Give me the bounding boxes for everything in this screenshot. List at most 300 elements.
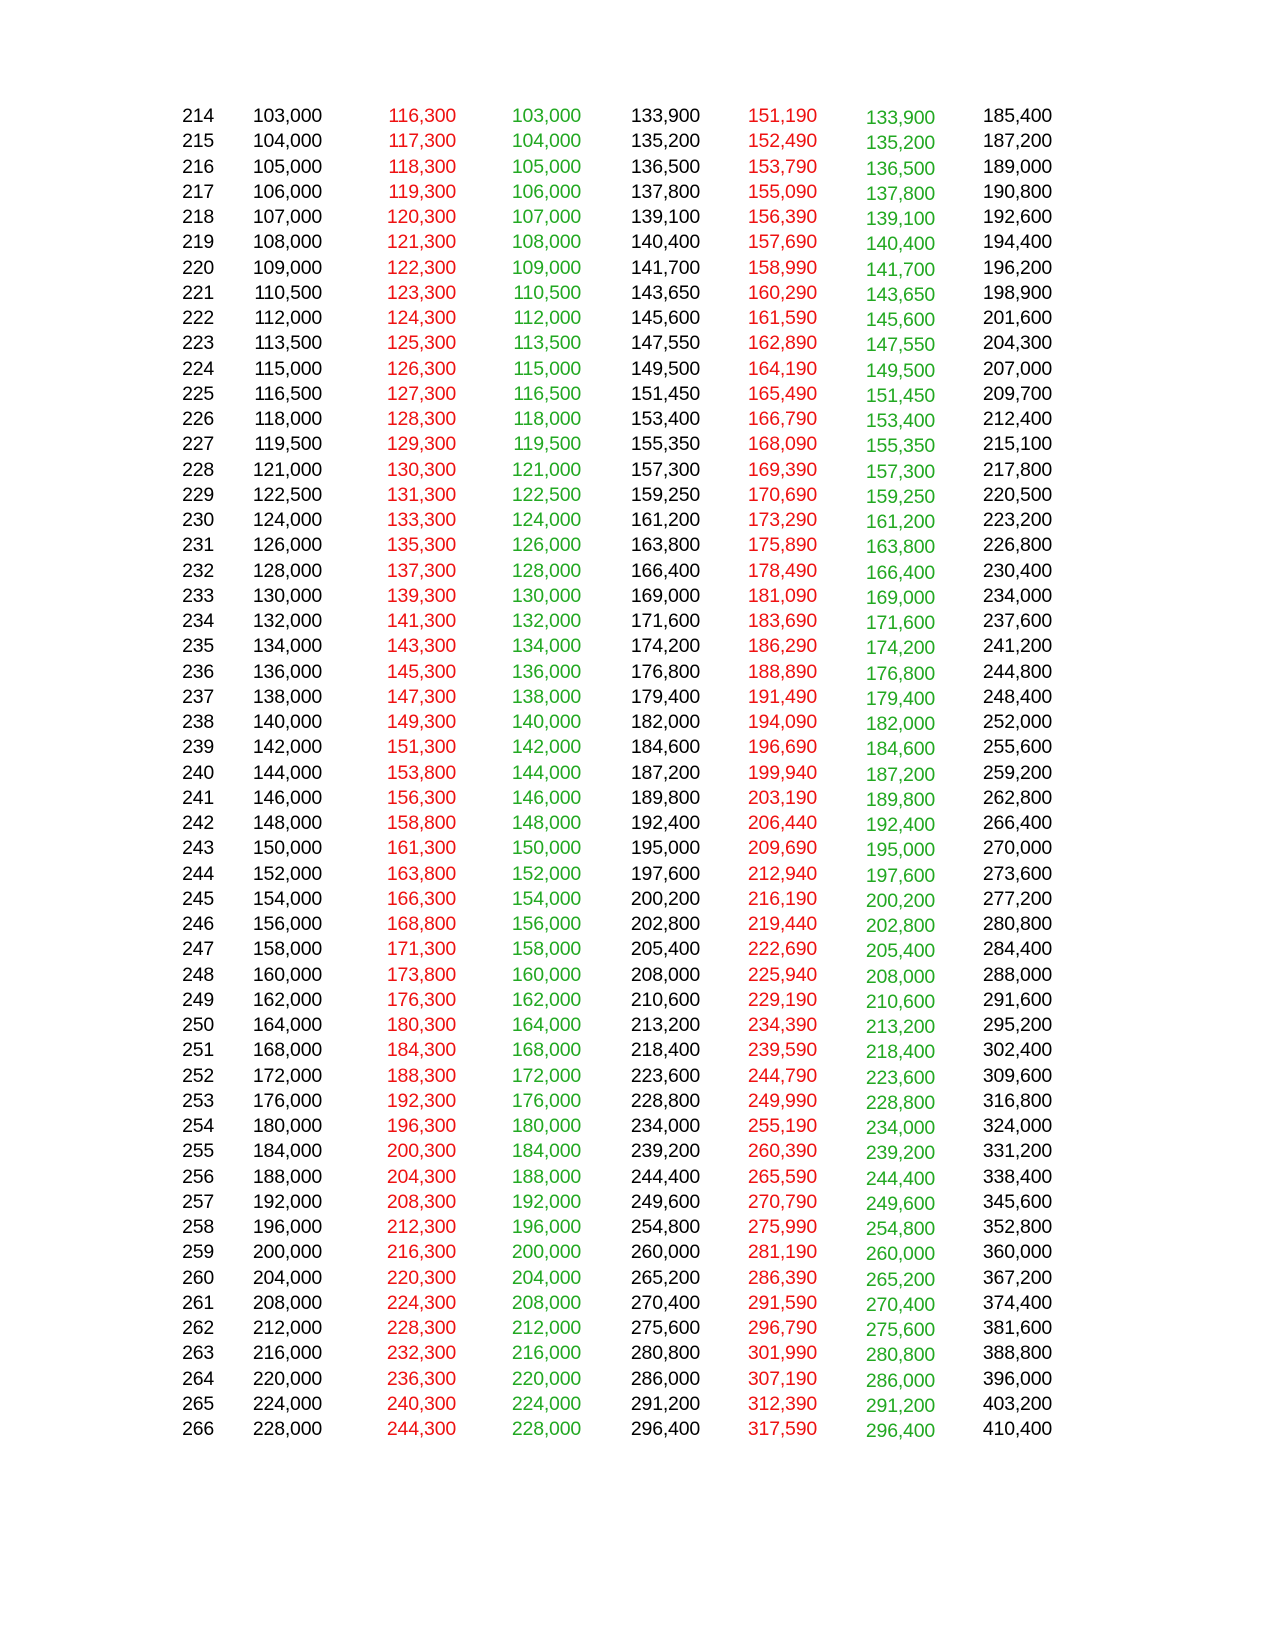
cell-value-a: 148,000 <box>252 812 322 834</box>
cell-value-a-red: 124,300 <box>386 307 456 329</box>
cell-value-a: 228,000 <box>252 1418 322 1440</box>
cell-row-number: 246 <box>182 913 214 935</box>
cell-value-a-red: 180,300 <box>386 1014 456 1036</box>
cell-value-b: 184,600 <box>630 736 700 759</box>
cell-value-b-red: 270,790 <box>747 1190 817 1213</box>
cell-value-a-green: 176,000 <box>511 1089 581 1112</box>
cell-value-b-green: 208,000 <box>865 965 935 988</box>
cell-value-b-red: 291,590 <box>747 1291 817 1314</box>
cell-value-b: 234,000 <box>630 1115 700 1137</box>
cell-value-a-green: 105,000 <box>511 155 581 178</box>
cell-value-a-green: 119,500 <box>513 433 581 456</box>
cell-value-b-red: 186,290 <box>747 635 817 658</box>
cell-value-a: 180,000 <box>252 1115 322 1137</box>
cell-row-number: 233 <box>182 584 214 607</box>
cell-value-b-green: 137,800 <box>865 182 935 205</box>
cell-value-a-red: 130,300 <box>386 458 456 481</box>
cell-row-number: 237 <box>182 685 214 708</box>
table-row <box>0 129 1275 154</box>
cell-value-b: 171,600 <box>630 610 700 632</box>
cell-value-a-red: 129,300 <box>386 433 456 456</box>
cell-value-b-green: 286,000 <box>865 1369 935 1392</box>
cell-value-c: 194,400 <box>982 231 1052 254</box>
cell-value-b-red: 203,190 <box>747 786 817 809</box>
cell-value-a: 192,000 <box>252 1190 322 1213</box>
cell-value-a: 109,000 <box>252 256 322 279</box>
cell-value-b: 218,400 <box>630 1039 700 1062</box>
cell-value-b: 192,400 <box>630 812 700 834</box>
cell-value-a-green: 112,000 <box>513 307 581 329</box>
cell-value-b: 197,600 <box>630 862 700 885</box>
cell-value-b-green: 147,550 <box>865 334 935 357</box>
cell-value-b: 254,800 <box>630 1216 700 1238</box>
cell-value-a: 156,000 <box>252 913 322 935</box>
cell-value-b: 161,200 <box>630 509 700 531</box>
cell-value-c: 189,000 <box>982 155 1052 178</box>
cell-value-c: 288,000 <box>982 963 1052 986</box>
table-row <box>0 937 1275 962</box>
table-row <box>0 1367 1275 1392</box>
cell-value-b-red: 312,390 <box>747 1392 817 1415</box>
cell-value-a-red: 126,300 <box>386 357 456 380</box>
cell-value-a-red: 147,300 <box>386 685 456 708</box>
table-row <box>0 660 1275 685</box>
table-row <box>0 761 1275 786</box>
cell-value-a-red: 122,300 <box>386 256 456 279</box>
cell-value-a: 108,000 <box>252 231 322 254</box>
table-row <box>0 230 1275 255</box>
cell-row-number: 240 <box>182 761 214 784</box>
cell-value-b-green: 223,600 <box>865 1066 935 1089</box>
cell-value-a-green: 122,500 <box>511 483 581 506</box>
table-row <box>0 584 1275 609</box>
cell-value-b-red: 307,190 <box>747 1367 817 1390</box>
cell-value-a: 134,000 <box>252 635 322 658</box>
cell-value-a: 140,000 <box>252 711 322 733</box>
cell-value-b-green: 151,450 <box>865 384 935 407</box>
cell-value-a: 142,000 <box>252 736 322 759</box>
cell-value-b: 228,800 <box>630 1089 700 1112</box>
cell-value-b: 270,400 <box>630 1291 700 1314</box>
cell-value-b-green: 174,200 <box>865 637 935 660</box>
table-row <box>0 407 1275 432</box>
cell-value-a-red: 139,300 <box>386 584 456 607</box>
cell-value-a-red: 196,300 <box>386 1115 456 1137</box>
cell-value-a: 138,000 <box>252 685 322 708</box>
cell-value-a-green: 192,000 <box>511 1190 581 1213</box>
table-row <box>0 634 1275 659</box>
cell-value-a-red: 156,300 <box>386 786 456 809</box>
table-row <box>0 281 1275 306</box>
cell-value-b-green: 139,100 <box>865 208 935 230</box>
cell-value-b-red: 212,940 <box>747 862 817 885</box>
cell-value-a-green: 130,000 <box>511 584 581 607</box>
cell-row-number: 261 <box>182 1291 214 1314</box>
cell-value-a: 110,500 <box>254 281 322 304</box>
cell-value-a-red: 120,300 <box>386 206 456 228</box>
cell-value-a-green: 115,000 <box>513 357 581 380</box>
cell-row-number: 225 <box>182 382 214 405</box>
cell-value-a-green: 188,000 <box>511 1165 581 1188</box>
cell-value-a-red: 176,300 <box>386 988 456 1011</box>
cell-value-a-red: 118,300 <box>388 155 456 178</box>
cell-value-b-green: 210,600 <box>865 990 935 1013</box>
cell-value-b: 136,500 <box>630 155 700 178</box>
cell-value-a: 220,000 <box>252 1367 322 1390</box>
cell-value-a-red: 166,300 <box>386 887 456 910</box>
table-row <box>0 205 1275 230</box>
cell-row-number: 227 <box>182 433 214 456</box>
cell-value-a-red: 244,300 <box>386 1418 456 1440</box>
cell-value-a-green: 104,000 <box>511 130 581 153</box>
cell-value-b: 265,200 <box>630 1266 700 1289</box>
cell-value-c: 201,600 <box>982 307 1052 329</box>
cell-value-a: 136,000 <box>252 660 322 683</box>
cell-row-number: 250 <box>182 1014 214 1036</box>
cell-value-c: 309,600 <box>982 1064 1052 1087</box>
cell-value-a-green: 168,000 <box>511 1039 581 1062</box>
table-row <box>0 1064 1275 1089</box>
cell-value-b-red: 206,440 <box>747 812 817 834</box>
cell-row-number: 222 <box>182 307 214 329</box>
cell-value-a-red: 224,300 <box>386 1291 456 1314</box>
cell-value-a-green: 107,000 <box>511 206 581 228</box>
cell-value-b: 151,450 <box>630 382 700 405</box>
cell-value-b: 239,200 <box>630 1140 700 1163</box>
cell-row-number: 228 <box>182 458 214 481</box>
table-row <box>0 862 1275 887</box>
cell-value-a: 200,000 <box>252 1241 322 1264</box>
cell-value-c: 217,800 <box>982 458 1052 481</box>
cell-value-a: 119,500 <box>254 433 322 456</box>
cell-value-b-red: 170,690 <box>747 483 817 506</box>
table-row <box>0 104 1275 129</box>
cell-value-a-red: 121,300 <box>386 231 456 254</box>
cell-value-b-green: 166,400 <box>865 561 935 584</box>
cell-value-a-red: 141,300 <box>386 610 456 632</box>
cell-value-a-red: 116,300 <box>388 105 456 127</box>
cell-value-c: 302,400 <box>982 1039 1052 1062</box>
cell-value-b-green: 169,000 <box>865 586 935 609</box>
cell-value-a-red: 143,300 <box>386 635 456 658</box>
cell-value-b: 286,000 <box>630 1367 700 1390</box>
cell-row-number: 231 <box>182 534 214 557</box>
cell-value-b: 176,800 <box>630 660 700 683</box>
cell-value-b-red: 260,390 <box>747 1140 817 1163</box>
cell-row-number: 217 <box>182 180 214 203</box>
cell-value-b-green: 205,400 <box>865 940 935 963</box>
cell-value-a-red: 145,300 <box>386 660 456 683</box>
cell-value-b-green: 143,650 <box>865 283 935 306</box>
cell-value-c: 259,200 <box>982 761 1052 784</box>
cell-value-a-green: 204,000 <box>511 1266 581 1289</box>
cell-row-number: 256 <box>182 1165 214 1188</box>
cell-value-b-red: 173,290 <box>747 509 817 531</box>
cell-value-a-green: 126,000 <box>511 534 581 557</box>
cell-value-a: 107,000 <box>252 206 322 228</box>
cell-value-c: 367,200 <box>982 1266 1052 1289</box>
cell-value-a: 196,000 <box>252 1216 322 1238</box>
table-row <box>0 155 1275 180</box>
cell-value-a-green: 224,000 <box>511 1392 581 1415</box>
cell-value-b-red: 164,190 <box>747 357 817 380</box>
table-row <box>0 559 1275 584</box>
cell-value-a-red: 200,300 <box>386 1140 456 1163</box>
cell-value-b: 157,300 <box>630 458 700 481</box>
cell-value-c: 338,400 <box>982 1165 1052 1188</box>
cell-value-a-green: 156,000 <box>511 913 581 935</box>
cell-value-a-green: 228,000 <box>511 1418 581 1440</box>
cell-value-a: 105,000 <box>252 155 322 178</box>
cell-value-b: 133,900 <box>630 105 700 127</box>
cell-value-a-red: 232,300 <box>386 1342 456 1365</box>
cell-value-a-red: 127,300 <box>386 382 456 405</box>
cell-value-a: 130,000 <box>252 584 322 607</box>
cell-value-b: 223,600 <box>630 1064 700 1087</box>
cell-value-b-green: 244,400 <box>865 1167 935 1190</box>
cell-value-b: 249,600 <box>630 1190 700 1213</box>
cell-value-b: 163,800 <box>630 534 700 557</box>
cell-value-a: 152,000 <box>252 862 322 885</box>
cell-row-number: 224 <box>182 357 214 380</box>
cell-value-a: 128,000 <box>252 559 322 582</box>
cell-value-b-green: 161,200 <box>865 511 935 533</box>
cell-value-c: 241,200 <box>982 635 1052 658</box>
cell-value-b: 296,400 <box>630 1418 700 1440</box>
cell-value-b: 208,000 <box>630 963 700 986</box>
cell-value-a-green: 172,000 <box>511 1064 581 1087</box>
cell-row-number: 239 <box>182 736 214 759</box>
cell-value-b-red: 155,090 <box>747 180 817 203</box>
cell-value-a-red: 236,300 <box>386 1367 456 1390</box>
cell-row-number: 259 <box>182 1241 214 1264</box>
cell-row-number: 220 <box>182 256 214 279</box>
cell-value-b-green: 195,000 <box>865 839 935 862</box>
cell-row-number: 252 <box>182 1064 214 1087</box>
cell-value-b: 143,650 <box>630 281 700 304</box>
cell-value-a-red: 158,800 <box>386 812 456 834</box>
cell-value-b-green: 270,400 <box>865 1293 935 1316</box>
table-row <box>0 912 1275 937</box>
cell-value-b-red: 168,090 <box>747 433 817 456</box>
cell-value-b-green: 155,350 <box>865 435 935 458</box>
cell-value-a-green: 216,000 <box>511 1342 581 1365</box>
table-row <box>0 735 1275 760</box>
cell-value-a-green: 150,000 <box>511 837 581 860</box>
cell-row-number: 254 <box>182 1115 214 1137</box>
table-row <box>0 458 1275 483</box>
cell-value-a-red: 216,300 <box>386 1241 456 1264</box>
cell-value-b: 291,200 <box>630 1392 700 1415</box>
table-row <box>0 1291 1275 1316</box>
cell-value-b-green: 202,800 <box>865 915 935 937</box>
cell-value-c: 230,400 <box>982 559 1052 582</box>
cell-value-a-green: 132,000 <box>511 610 581 632</box>
cell-value-c: 204,300 <box>982 332 1052 355</box>
cell-value-c: 403,200 <box>982 1392 1052 1415</box>
table-row <box>0 988 1275 1013</box>
table-row <box>0 306 1275 331</box>
cell-value-b-red: 225,940 <box>747 963 817 986</box>
table-row <box>0 963 1275 988</box>
table-row <box>0 887 1275 912</box>
table-row <box>0 432 1275 457</box>
cell-value-b-red: 160,290 <box>747 281 817 304</box>
cell-value-a: 106,000 <box>252 180 322 203</box>
cell-value-a-red: 128,300 <box>386 408 456 430</box>
cell-value-b-red: 317,590 <box>747 1418 817 1440</box>
cell-value-c: 396,000 <box>982 1367 1052 1390</box>
cell-value-c: 270,000 <box>982 837 1052 860</box>
cell-value-a-red: 119,300 <box>388 180 456 203</box>
cell-value-a: 168,000 <box>252 1039 322 1062</box>
cell-value-c: 360,000 <box>982 1241 1052 1264</box>
cell-value-b-red: 239,590 <box>747 1039 817 1062</box>
cell-value-a-red: 173,800 <box>386 963 456 986</box>
cell-value-a-red: 204,300 <box>386 1165 456 1188</box>
cell-value-a-green: 164,000 <box>511 1014 581 1036</box>
table-row <box>0 1341 1275 1366</box>
cell-value-b-green: 280,800 <box>865 1344 935 1367</box>
cell-value-a-green: 142,000 <box>511 736 581 759</box>
cell-value-b-green: 291,200 <box>865 1394 935 1417</box>
cell-value-a-green: 154,000 <box>511 887 581 910</box>
cell-value-b-green: 159,250 <box>865 485 935 508</box>
cell-value-b: 213,200 <box>630 1014 700 1036</box>
cell-value-a-green: 196,000 <box>511 1216 581 1238</box>
cell-value-c: 280,800 <box>982 913 1052 935</box>
cell-value-b-green: 153,400 <box>865 410 935 432</box>
cell-row-number: 232 <box>182 559 214 582</box>
cell-value-b: 182,000 <box>630 711 700 733</box>
table-row <box>0 1114 1275 1139</box>
cell-value-c: 190,800 <box>982 180 1052 203</box>
cell-value-c: 255,600 <box>982 736 1052 759</box>
cell-value-b: 275,600 <box>630 1317 700 1339</box>
cell-value-a: 126,000 <box>252 534 322 557</box>
table-row <box>0 609 1275 634</box>
cell-value-a-green: 152,000 <box>511 862 581 885</box>
cell-value-b-green: 176,800 <box>865 662 935 685</box>
cell-value-b-red: 209,690 <box>747 837 817 860</box>
cell-value-a-red: 133,300 <box>386 509 456 531</box>
table-row <box>0 1417 1275 1442</box>
cell-value-b: 210,600 <box>630 988 700 1011</box>
cell-value-a: 103,000 <box>252 105 322 127</box>
cell-value-a: 208,000 <box>252 1291 322 1314</box>
cell-value-b-green: 179,400 <box>865 687 935 710</box>
cell-value-a-green: 146,000 <box>511 786 581 809</box>
table-row <box>0 1190 1275 1215</box>
cell-row-number: 238 <box>182 711 214 733</box>
cell-value-c: 207,000 <box>982 357 1052 380</box>
cell-value-b-red: 255,190 <box>747 1115 817 1137</box>
cell-value-c: 223,200 <box>982 509 1052 531</box>
cell-value-a-red: 161,300 <box>386 837 456 860</box>
cell-value-c: 192,600 <box>982 206 1052 228</box>
cell-value-b-red: 158,990 <box>747 256 817 279</box>
table-row <box>0 1316 1275 1341</box>
cell-row-number: 248 <box>182 963 214 986</box>
table-row <box>0 1266 1275 1291</box>
cell-row-number: 262 <box>182 1317 214 1339</box>
cell-value-a: 184,000 <box>252 1140 322 1163</box>
cell-value-b: 280,800 <box>630 1342 700 1365</box>
cell-row-number: 260 <box>182 1266 214 1289</box>
cell-value-b: 145,600 <box>630 307 700 329</box>
cell-value-a-green: 136,000 <box>511 660 581 683</box>
cell-value-b-red: 222,690 <box>747 938 817 961</box>
cell-value-a-green: 108,000 <box>511 231 581 254</box>
cell-value-c: 248,400 <box>982 685 1052 708</box>
cell-value-a-red: 220,300 <box>386 1266 456 1289</box>
cell-value-b-red: 219,440 <box>747 913 817 935</box>
cell-row-number: 253 <box>182 1089 214 1112</box>
cell-value-b: 147,550 <box>630 332 700 355</box>
cell-value-b-red: 286,390 <box>747 1266 817 1289</box>
cell-value-a-red: 149,300 <box>386 711 456 733</box>
cell-value-b-green: 192,400 <box>865 814 935 836</box>
cell-value-c: 316,800 <box>982 1089 1052 1112</box>
cell-row-number: 264 <box>182 1367 214 1390</box>
cell-value-b-green: 254,800 <box>865 1218 935 1240</box>
cell-value-a-green: 180,000 <box>511 1115 581 1137</box>
table-row <box>0 786 1275 811</box>
cell-value-c: 252,000 <box>982 711 1052 733</box>
cell-value-a-green: 144,000 <box>511 761 581 784</box>
cell-value-a-green: 124,000 <box>511 509 581 531</box>
cell-value-b: 200,200 <box>630 887 700 910</box>
cell-value-c: 212,400 <box>982 408 1052 430</box>
cell-value-a-red: 171,300 <box>386 938 456 961</box>
cell-value-b-green: 136,500 <box>865 157 935 180</box>
cell-row-number: 244 <box>182 862 214 885</box>
cell-value-b-green: 133,900 <box>865 107 935 129</box>
cell-value-a-green: 138,000 <box>511 685 581 708</box>
cell-value-c: 237,600 <box>982 610 1052 632</box>
cell-value-b-red: 188,890 <box>747 660 817 683</box>
cell-value-b-red: 162,890 <box>747 332 817 355</box>
cell-value-b: 140,400 <box>630 231 700 254</box>
cell-value-c: 331,200 <box>982 1140 1052 1163</box>
cell-value-c: 324,000 <box>982 1115 1052 1137</box>
table-row <box>0 533 1275 558</box>
cell-value-b-red: 178,490 <box>747 559 817 582</box>
cell-row-number: 229 <box>182 483 214 506</box>
cell-value-b-red: 183,690 <box>747 610 817 632</box>
data-table <box>0 104 1275 1442</box>
cell-value-b-red: 216,190 <box>747 887 817 910</box>
cell-value-b-red: 275,990 <box>747 1216 817 1238</box>
cell-value-b-green: 234,000 <box>865 1117 935 1139</box>
cell-value-c: 410,400 <box>982 1418 1052 1440</box>
cell-value-b-red: 196,690 <box>747 736 817 759</box>
cell-value-a-green: 116,500 <box>513 382 581 405</box>
cell-value-b: 187,200 <box>630 761 700 784</box>
cell-value-b-red: 265,590 <box>747 1165 817 1188</box>
cell-value-c: 244,800 <box>982 660 1052 683</box>
cell-value-b-red: 281,190 <box>747 1241 817 1264</box>
cell-value-b: 179,400 <box>630 685 700 708</box>
cell-value-b-red: 301,990 <box>747 1342 817 1365</box>
cell-value-b-green: 145,600 <box>865 309 935 331</box>
table-row <box>0 508 1275 533</box>
cell-row-number: 243 <box>182 837 214 860</box>
table-row <box>0 1038 1275 1063</box>
cell-value-a: 104,000 <box>252 130 322 153</box>
cell-value-a-green: 134,000 <box>511 635 581 658</box>
cell-value-b: 153,400 <box>630 408 700 430</box>
